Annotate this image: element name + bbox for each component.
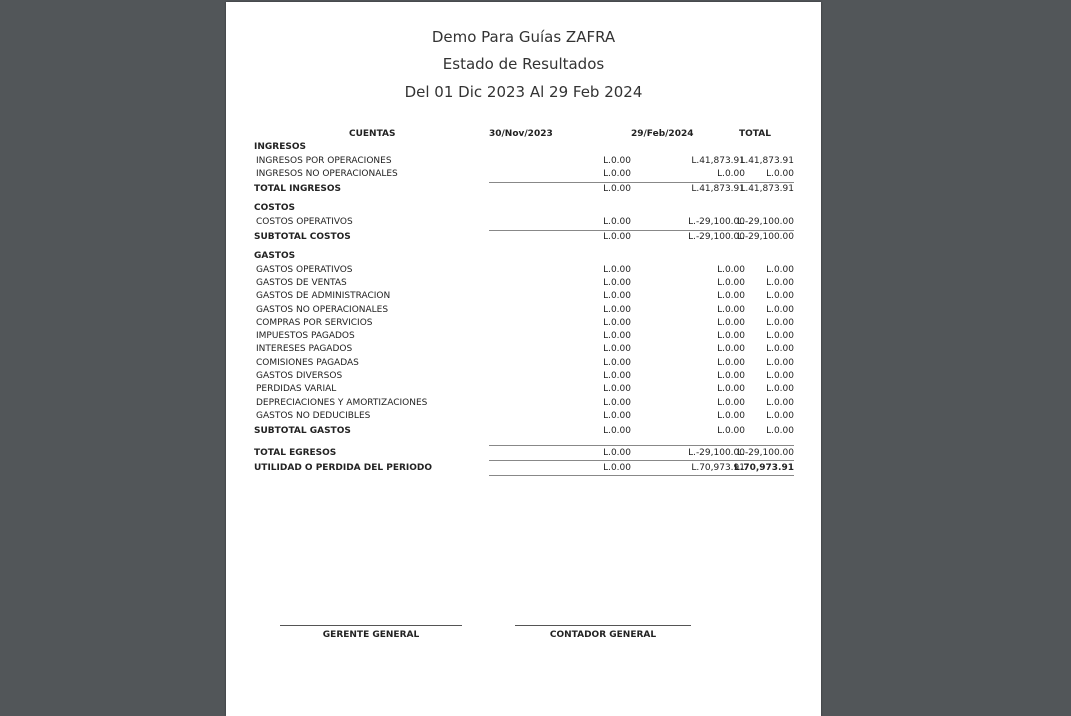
row-nov: L.0.00 bbox=[603, 384, 631, 395]
income-statement-table bbox=[254, 128, 794, 475]
row-label: GASTOS NO DEDUCIBLES bbox=[256, 410, 371, 421]
row-total: L.-29,100.00 bbox=[737, 216, 794, 227]
row-total: L.0.00 bbox=[766, 304, 794, 315]
signature-label: CONTADOR GENERAL bbox=[549, 630, 657, 640]
table-row bbox=[254, 357, 794, 370]
row-nov: L.0.00 bbox=[603, 462, 631, 473]
row-feb: L.0.00 bbox=[717, 426, 745, 437]
row-total: L.0.00 bbox=[766, 357, 794, 368]
row-feb: L.41,873.91 bbox=[691, 184, 745, 195]
table-row bbox=[254, 370, 794, 383]
row-total: L.0.00 bbox=[766, 291, 794, 302]
total-row-ingresos bbox=[254, 183, 794, 196]
row-feb: L.41,873.91 bbox=[691, 155, 745, 166]
row-nov: L.0.00 bbox=[603, 357, 631, 368]
row-feb: L.0.00 bbox=[717, 357, 745, 368]
row-label: SUBTOTAL COSTOS bbox=[254, 232, 351, 243]
row-nov: L.0.00 bbox=[603, 371, 631, 382]
row-label: TOTAL INGRESOS bbox=[254, 184, 342, 195]
total-row-egresos bbox=[254, 447, 794, 460]
section-label: GASTOS bbox=[254, 251, 296, 262]
row-label: TOTAL EGRESOS bbox=[254, 447, 337, 458]
row-total: L.0.00 bbox=[766, 344, 794, 355]
row-feb: L.-29,100.00 bbox=[688, 216, 745, 227]
row-total: L.41,873.91 bbox=[740, 155, 794, 166]
row-nov: L.0.00 bbox=[603, 155, 631, 166]
row-total: L.-29,100.00 bbox=[737, 447, 794, 458]
table-row bbox=[254, 304, 794, 317]
row-nov: L.0.00 bbox=[603, 410, 631, 421]
row-label: GASTOS OPERATIVOS bbox=[256, 264, 353, 275]
row-feb: L.0.00 bbox=[717, 264, 745, 275]
row-nov: L.0.00 bbox=[603, 168, 631, 179]
row-feb: L.-29,100.00 bbox=[688, 232, 745, 243]
row-feb: L.0.00 bbox=[717, 317, 745, 328]
row-feb: L.0.00 bbox=[717, 384, 745, 395]
row-total: L.0.00 bbox=[766, 397, 794, 408]
row-label: INGRESOS NO OPERACIONALES bbox=[256, 168, 398, 179]
col-header-nov: 30/Nov/2023 bbox=[489, 129, 553, 139]
table-row bbox=[254, 330, 794, 343]
row-total: L.41,873.91 bbox=[740, 184, 794, 195]
row-label: COMPRAS POR SERVICIOS bbox=[256, 317, 373, 328]
row-total: L.70,973.91 bbox=[734, 462, 794, 473]
table-row bbox=[254, 290, 794, 303]
col-header-feb: 29/Feb/2024 bbox=[631, 129, 694, 139]
row-label: DEPRECIACIONES Y AMORTIZACIONES bbox=[256, 397, 428, 408]
row-label: COSTOS OPERATIVOS bbox=[256, 216, 353, 227]
row-total: L.0.00 bbox=[766, 331, 794, 342]
row-total: L.-29,100.00 bbox=[737, 232, 794, 243]
row-label: GASTOS DE ADMINISTRACION bbox=[256, 291, 391, 302]
table-row bbox=[254, 317, 794, 330]
row-nov: L.0.00 bbox=[603, 184, 631, 195]
table-row bbox=[254, 168, 794, 181]
table-row bbox=[254, 397, 794, 410]
section-label: COSTOS bbox=[254, 203, 296, 214]
row-nov: L.0.00 bbox=[603, 291, 631, 302]
row-nov: L.0.00 bbox=[603, 232, 631, 243]
row-nov: L.0.00 bbox=[603, 277, 631, 288]
col-header-total: TOTAL bbox=[739, 129, 771, 139]
total-row-utilidad bbox=[254, 462, 794, 475]
total-row-costos bbox=[254, 231, 794, 244]
row-nov: L.0.00 bbox=[603, 216, 631, 227]
row-label: PERDIDAS VARIAL bbox=[256, 384, 337, 395]
company-name: Demo Para Guías ZAFRA bbox=[431, 28, 616, 46]
row-label: GASTOS DIVERSOS bbox=[256, 371, 343, 382]
section-title-ingresos bbox=[254, 141, 794, 154]
table-row bbox=[254, 383, 794, 396]
row-total: L.0.00 bbox=[766, 317, 794, 328]
row-label: INGRESOS POR OPERACIONES bbox=[256, 155, 392, 166]
col-header-cuentas: CUENTAS bbox=[349, 129, 396, 139]
row-label: GASTOS NO OPERACIONALES bbox=[256, 304, 389, 315]
table-row bbox=[254, 155, 794, 168]
signature-label: GERENTE GENERAL bbox=[322, 630, 420, 640]
table-row bbox=[254, 264, 794, 277]
row-feb: L.-29,100.00 bbox=[688, 447, 745, 458]
row-feb: L.0.00 bbox=[717, 304, 745, 315]
table-row bbox=[254, 277, 794, 290]
row-feb: L.0.00 bbox=[717, 331, 745, 342]
row-feb: L.0.00 bbox=[717, 291, 745, 302]
row-feb: L.0.00 bbox=[717, 344, 745, 355]
row-nov: L.0.00 bbox=[603, 331, 631, 342]
report-period: Del 01 Dic 2023 Al 29 Feb 2024 bbox=[404, 83, 643, 101]
row-label: SUBTOTAL GASTOS bbox=[254, 426, 351, 437]
total-row-gastos bbox=[254, 425, 794, 438]
row-label: UTILIDAD O PERDIDA DEL PERIODO bbox=[254, 462, 433, 473]
row-feb: L.70,973.91 bbox=[691, 462, 745, 473]
row-feb: L.0.00 bbox=[717, 397, 745, 408]
row-feb: L.0.00 bbox=[717, 410, 745, 421]
row-feb: L.0.00 bbox=[717, 168, 745, 179]
table-header bbox=[254, 128, 794, 141]
section-title-costos bbox=[254, 202, 794, 215]
row-total: L.0.00 bbox=[766, 264, 794, 275]
row-feb: L.0.00 bbox=[717, 277, 745, 288]
row-nov: L.0.00 bbox=[603, 397, 631, 408]
gastos-rows bbox=[254, 264, 794, 424]
row-total: L.0.00 bbox=[766, 277, 794, 288]
section-label: INGRESOS bbox=[254, 142, 306, 153]
row-total: L.0.00 bbox=[766, 384, 794, 395]
row-total: L.0.00 bbox=[766, 410, 794, 421]
row-label: GASTOS DE VENTAS bbox=[256, 277, 347, 288]
report-page bbox=[226, 2, 821, 716]
row-total: L.0.00 bbox=[766, 371, 794, 382]
row-total: L.0.00 bbox=[766, 426, 794, 437]
report-title: Estado de Resultados bbox=[442, 55, 605, 73]
table-row bbox=[254, 343, 794, 356]
row-feb: L.0.00 bbox=[717, 371, 745, 382]
row-label: INTERESES PAGADOS bbox=[256, 344, 353, 355]
row-nov: L.0.00 bbox=[603, 426, 631, 437]
row-total: L.0.00 bbox=[766, 168, 794, 179]
row-nov: L.0.00 bbox=[603, 264, 631, 275]
section-title-gastos bbox=[254, 250, 794, 263]
row-nov: L.0.00 bbox=[603, 317, 631, 328]
signature-gerente bbox=[280, 625, 462, 640]
row-nov: L.0.00 bbox=[603, 344, 631, 355]
row-label: COMISIONES PAGADAS bbox=[256, 357, 359, 368]
row-label: IMPUESTOS PAGADOS bbox=[256, 331, 355, 342]
table-row bbox=[254, 410, 794, 423]
signature-contador bbox=[515, 625, 691, 640]
row-nov: L.0.00 bbox=[603, 304, 631, 315]
table-row bbox=[254, 216, 794, 229]
row-nov: L.0.00 bbox=[603, 447, 631, 458]
